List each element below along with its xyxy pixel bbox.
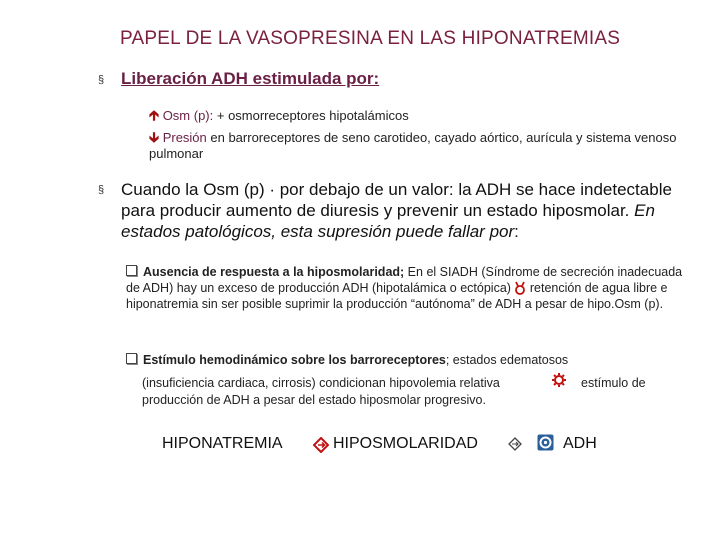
osm-label: Osm (p): — [162, 108, 214, 123]
adh-label: ADH — [563, 435, 597, 452]
item2-line2 — [142, 375, 500, 391]
osm-text: + osmorreceptores hipotalámicos — [213, 108, 409, 123]
target-icon — [537, 434, 554, 456]
item1-text-a: En el SIADH (Síndrome de secreción inadecuada de ADH) hay un exceso de producción ADH (hipotalámica o ectópica) — [126, 265, 683, 295]
arrow-down-icon: 🡳 — [149, 129, 160, 145]
item2-text-d: producción de ADH a pesar del estado hiposmolar progresivo. — [142, 393, 486, 407]
checkbox-icon — [126, 353, 137, 364]
bullet-square: § — [98, 74, 105, 86]
paragraph-text: Cuando la Osm (p) · por debajo de un valor: la ADH se hace indetectable para producir aumento de diuresis y prevenir un estado hiposmolar. — [121, 180, 672, 220]
item2-text-b: (insuficiencia cardiaca, cirrosis) condicionan hipovolemia relativa — [142, 376, 500, 390]
diamond-arrow-icon — [313, 437, 329, 458]
diamond-arrow-icon — [508, 437, 522, 456]
presion-label: Presión — [162, 130, 207, 145]
paragraph-end: : — [514, 222, 519, 241]
item2-text-c: estímulo de — [581, 376, 646, 390]
item-ausencia — [126, 264, 694, 312]
arrow-up-icon: 🡱 — [149, 107, 160, 123]
item2-text-a: ; estados edematosos — [445, 353, 569, 367]
section-heading: Liberación ADH estimulada por: — [121, 69, 380, 88]
presion-line — [149, 129, 689, 162]
bullet-square: § — [98, 184, 105, 196]
item1-text-b: retención de agua libre e hiponatremia sin ser posible suprimir la producción “autónoma” de ADH a pesar de hipo.Osm (p). — [126, 281, 668, 311]
item-estimulo — [126, 352, 686, 368]
paragraph-italic: En estados patológicos, esta supresión puede fallar por — [121, 201, 655, 241]
target-icon — [514, 281, 526, 295]
presion-text: en barroreceptores de seno carotideo, cayado aórtico, aurícula y sistema venoso pulmonar — [149, 130, 677, 161]
checkbox-icon — [126, 265, 137, 276]
gear-icon — [551, 372, 567, 393]
slide-title: PAPEL DE LA VASOPRESINA EN LAS HIPONATREMIAS — [120, 28, 621, 49]
main-paragraph — [121, 179, 681, 242]
hiposmolaridad-label: HIPOSMOLARIDAD — [333, 435, 478, 452]
osm-line — [149, 107, 409, 124]
hiponatremia-label: HIPONATREMIA — [162, 435, 283, 452]
item1-bold: Ausencia de respuesta a la hiposmolaridad; — [143, 265, 405, 279]
item2-bold: Estímulo hemodinámico sobre los barroreceptores — [143, 353, 446, 367]
